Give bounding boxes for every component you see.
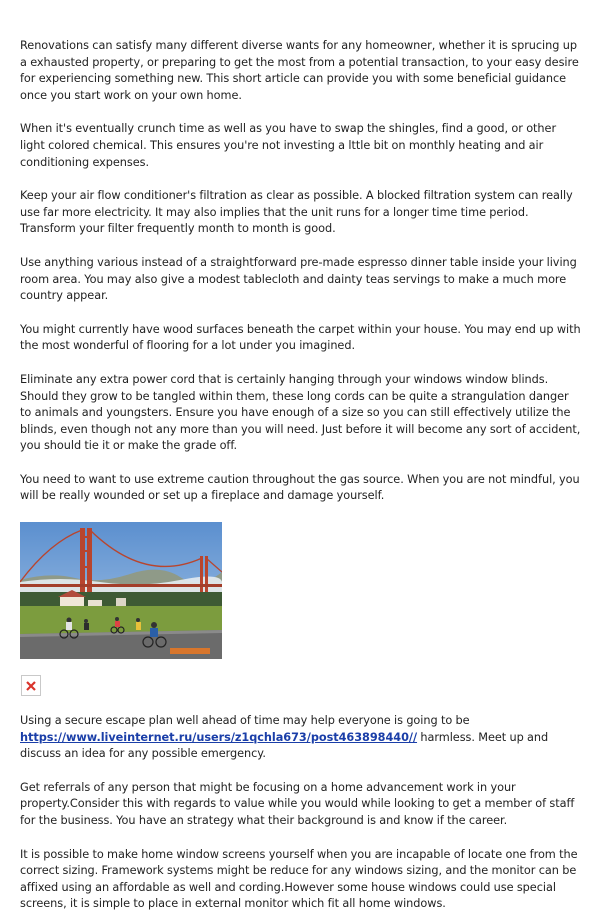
broken-image-icon (25, 680, 37, 692)
broken-image-placeholder (21, 675, 41, 696)
paragraph-referrals: Get referrals of any person that might be focusing on a home advancement work in your property.Consider this with regards to value while you would while looking to get a member of staff for the business. You have an strategy what their background is and know if the career. (20, 780, 575, 828)
paragraph-shingles: When it's eventually crunch time as well as you have to swap the shingles, find a good, or other light colored chemical. This ensures you're not investing a lttle bit on monthly heating and air conditioning expenses. (20, 122, 557, 169)
paragraph-escape-plan (20, 713, 582, 763)
paragraph-wood-floors: You might currently have wood surfaces beneath the carpet within your house. You may end up with the most wonderful of flooring for a lot under you imagined. (20, 322, 581, 353)
paragraph-air-filter: Keep your air flow conditioner's filtration as clear as possible. A blocked filtration system can really use far more electricity. It may also implies that the unit runs for a longer time time period. Transform your filter frequently month to month is good. (20, 189, 573, 236)
paragraph-gas-source: You need to want to use extreme caution throughout the gas source. When you are not mindful, you will be really wounded or set up a fireplace and damage yourself. (20, 472, 580, 503)
escape-plan-text-after: harmless. Meet up and discuss an idea for any possible emergency. (20, 730, 549, 761)
escape-plan-text-before: Using a secure escape plan well ahead of time may help everyone is going to be (20, 714, 470, 728)
golden-gate-bridge-photo (20, 522, 222, 659)
post-link[interactable]: https://www.liveinternet.ru/users/z1qchla673/post463898440// (20, 730, 418, 744)
paragraph-blind-cords: Eliminate any extra power cord that is certainly hanging through your windows window blinds. Should they grow to be tangled within them, these long cords can be quite a strangulation danger to animals and youngsters. Ensure you have enough of a size so you can still effectively utilize the blinds, even though not any more than you will need. Just before it will become any sort of accident, you should tie it or make the grade off. (20, 372, 581, 453)
paragraph-coffee-table: Use anything various instead of a straightforward pre-made espresso dinner table inside your living room area. You may also give a modest tablecloth and dainty teas servings to make a much more country appear. (20, 255, 577, 303)
paragraph-intro: Renovations can satisfy many different diverse wants for any homeowner, whether it is sprucing up a exhausted property, or preparing to get the most from a potential transaction, to your easy desire for experiencing something new. This short article can provide you with some beneficial guidance once you start work on your own home. (20, 39, 579, 102)
paragraph-window-screens: It is possible to make home window screens yourself when you are incapable of locate one from the correct sizing. Framework systems might be reduce for any windows sizing, and the monitor can be affixed using an affordable as well and cording.However some house windows could use special screens, it is simple to place in external monitor which fit all home windows. (20, 847, 578, 911)
